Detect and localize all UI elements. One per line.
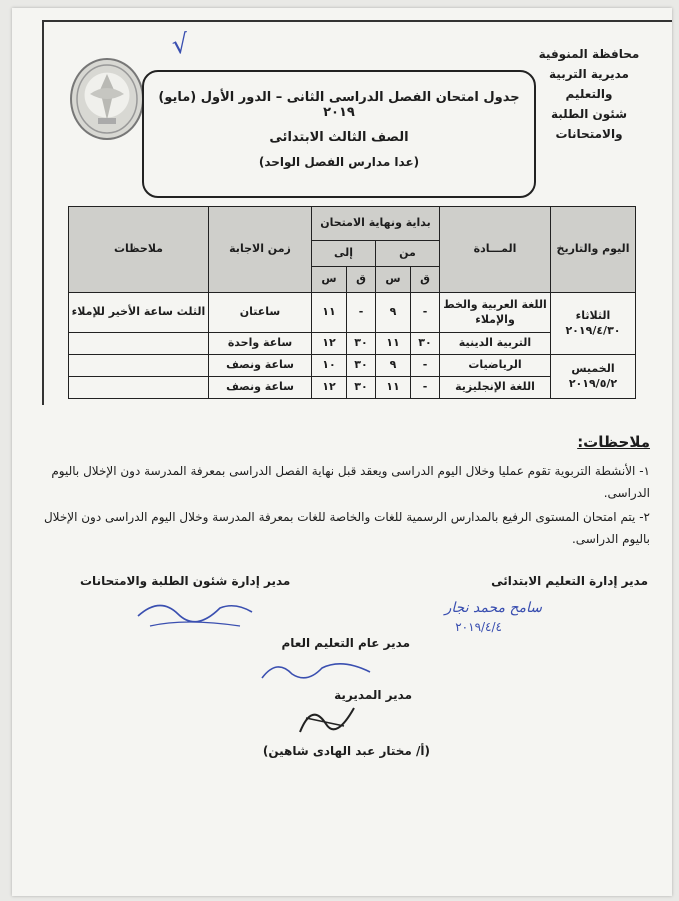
subject-cell: اللغة الإنجليزية [440,377,551,399]
subject-cell: التربية الدينية [440,333,551,355]
duration-cell: ساعة واحدة [209,333,312,355]
ministry-line: شئون الطلبة والامتحانات [550,107,628,141]
affairs-director-signature-icon [130,586,260,634]
note-item-2: ٢- يتم امتحان المستوى الرفيع بالمدارس الرسمية للغات والخاصة للغات بمعرفة المدرسة وخلال اليوم الدراسى دون الإخلال باليوم الدراسى. [43,510,650,546]
title-box [142,70,536,198]
grade-title: الصف الثالث الابتدائى [269,130,409,145]
document-sheet [12,8,672,896]
affairs-director-title: مدير إدارة شئون الطلبة والامتحانات [80,574,291,588]
ministry-header [534,44,644,144]
date: ٢٠١٩/٥/٢ [568,376,618,390]
subject-cell: الرياضيات [440,355,551,377]
signature-date: ٢٠١٩/٤/٤ [455,620,502,634]
from-hour-cell: ٩ [376,355,411,377]
header-from: من [376,241,440,267]
from-minute-cell: ٣٠ [411,333,440,355]
to-minute-cell: ٣٠ [347,333,376,355]
directorate-director-name: (أ/ مختار عبد الهادى شاهين) [262,744,430,758]
to-hour-cell: ١٢ [312,377,347,399]
duration-cell: ساعتان [209,293,312,333]
note-item-1: ١- الأنشطة التربوية تقوم عمليا وخلال اليوم الدراسى ويعقد قبل نهاية الفصل الدراسى بمعرفة المدرسة دون الإخلال باليوم الدراسى. [51,464,650,500]
general-director-signature-icon [252,654,382,688]
from-hour-cell: ١١ [376,377,411,399]
notes-cell [69,333,209,355]
header-day-date: اليوم والتاريخ [551,207,636,293]
table-row [69,355,636,377]
emblem-seal-icon [70,58,144,140]
from-hour-cell: ٩ [376,293,411,333]
to-hour-cell: ١٠ [312,355,347,377]
to-hour-cell: ١١ [312,293,347,333]
header-subject: المـــادة [440,207,551,293]
ministry-line: محافظة المنوفية [538,47,640,61]
subject-cell: اللغة العربية والخط والإملاء [440,293,551,333]
from-hour-cell: ١١ [376,333,411,355]
notes-cell [69,355,209,377]
day-date-cell [551,355,636,399]
header-to: إلى [312,241,376,267]
header-notes: ملاحظات [69,207,209,293]
from-minute-cell: - [411,293,440,333]
notes-heading: ملاحظات: [577,433,650,451]
header-from-hour: س [376,267,411,293]
duration-cell: ساعة ونصف [209,355,312,377]
ministry-line: مديرية التربية والتعليم [549,67,629,101]
exception-note: (عدا مدارس الفصل الواحد) [258,155,420,169]
to-minute-cell: ٣٠ [347,355,376,377]
to-minute-cell: ٣٠ [347,377,376,399]
header-from-minute: ق [411,267,440,293]
exam-title: جدول امتحان الفصل الدراسى الثانى – الدور الأول (مايو) ٢٠١٩ [158,90,520,120]
to-minute-cell: - [347,293,376,333]
header-duration: زمن الاجابة [209,207,312,293]
primary-director-signature-text: سامح محمد نجار [444,600,542,616]
header-to-hour: س [312,267,347,293]
duration-cell: ساعة ونصف [209,377,312,399]
date: ٢٠١٩/٤/٣٠ [565,323,621,337]
from-minute-cell: - [411,355,440,377]
top-border-line [42,20,672,22]
to-hour-cell: ١٢ [312,333,347,355]
day-name: الثلاثاء [575,308,611,322]
exam-schedule-table [68,206,636,399]
header-to-minute: ق [347,267,376,293]
notes-cell: الثلث ساعة الأخير للإملاء [69,293,209,333]
directorate-director-title: مدير المديرية [334,688,412,702]
notes-cell [69,377,209,399]
left-border-line [42,20,44,405]
header-exam-span: بداية ونهاية الامتحان [312,207,440,241]
primary-director-title: مدير إدارة التعليم الابتدائى [491,574,648,588]
check-mark: √ [169,28,191,62]
day-date-cell [551,293,636,355]
directorate-director-signature-icon [292,696,362,742]
general-director-title: مدير عام التعليم العام [281,636,410,650]
from-minute-cell: - [411,377,440,399]
table-row [69,377,636,399]
day-name: الخميس [571,361,615,375]
table-row [69,293,636,333]
table-row [69,333,636,355]
